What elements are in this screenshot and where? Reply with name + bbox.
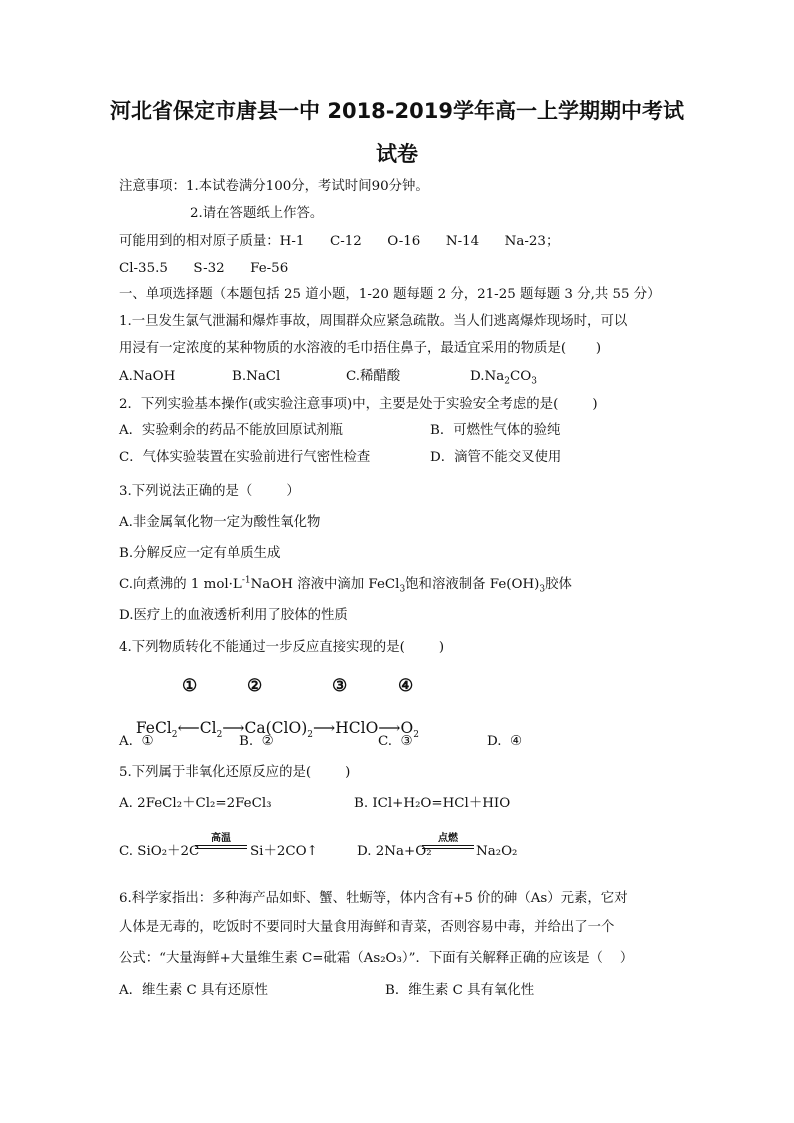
species-ca-clo-2: $Ca(ClO)_2$ xyxy=(244,719,313,741)
q6-option-a: A．维生素 C 具有还原性 xyxy=(119,983,268,998)
q4-option-a: A. ① xyxy=(119,734,154,749)
q6-stem-2: 人体是无毒的，吃饭时不要同时大量食用海鲜和青菜，否则容易中毒，并给出了一个 xyxy=(119,920,615,935)
q5-option-b: B. ICl+H₂O=HCl＋HIO xyxy=(354,796,511,811)
exam-title-line-1: 河北省保定市唐县一中 2018-2019学年高一上学期期中考试 xyxy=(110,99,684,123)
q1-option-c: C.稀醋酸 xyxy=(346,369,401,384)
atomic-mass-line-2: Cl-35.5 S-32 Fe-56 xyxy=(119,261,289,276)
species-cl2: $Cl_2$ xyxy=(199,719,223,741)
exam-title-line-2: 试卷 xyxy=(376,142,418,166)
q1-stem-1: 1.一旦发生氯气泄漏和爆炸事故，周围群众应紧急疏散。当人们逃离爆炸现场时，可以 xyxy=(119,314,628,329)
species-o2: $O_2$ xyxy=(400,719,419,741)
q4-option-c: C. ③ xyxy=(378,734,413,749)
q1-option-a: A.NaOH xyxy=(119,369,176,384)
q2-stem: 2．下列实验基本操作(或实验注意事项)中，主要是处于实验安全考虑的是( ) xyxy=(119,397,598,412)
reaction-marker-1: ① xyxy=(182,676,198,696)
q4-option-d: D. ④ xyxy=(487,734,523,749)
atomic-mass-line-1: 可能用到的相对原子质量：H-1 C-12 O-16 N-14 Na-23； xyxy=(119,234,560,249)
notes-line-1: 注意事项：1.本试卷满分100分，考试时间90分钟。 xyxy=(119,179,429,194)
q1-option-d: $D.Na_2CO_3$ xyxy=(470,369,537,387)
q4-option-b: B. ② xyxy=(239,734,274,749)
q6-stem-1: 6.科学家指出：多种海产品如虾、蟹、牡蛎等，体内含有+5 价的砷（As）元素，它对 xyxy=(119,891,628,906)
q2-option-b: B．可燃性气体的验纯 xyxy=(430,423,561,438)
q5-option-a: A. 2FeCl₂＋Cl₂=2FeCl₃ xyxy=(119,796,272,811)
q3-option-c: C.向煮沸的 1 $mol\cdot L^{-1}NaOH$ 溶液中滴加 FeCl$_3$饱和溶液制备 $Fe(OH)_3$胶体 xyxy=(119,575,572,595)
arrow-right-icon: ⟶ xyxy=(313,719,336,737)
q3-option-a: A.非金属氧化物一定为酸性氧化物 xyxy=(119,515,321,530)
q2-option-d: D．滴管不能交叉使用 xyxy=(430,450,562,465)
q3-option-b: B.分解反应一定有单质生成 xyxy=(119,546,281,561)
reaction-marker-2: ② xyxy=(247,676,263,696)
section-heading: 一、单项选择题（本题包括 25 道小题，1-20 题每题 2 分，21-25 题每题 3 分,共 55 分） xyxy=(119,287,661,302)
reaction-marker-4: ④ xyxy=(398,676,414,696)
q5-option-d-right: Na₂O₂ xyxy=(476,844,518,859)
q2-option-c: C．气体实验装置在实验前进行气密性检查 xyxy=(119,450,371,465)
q6-option-b: B．维生素 C 具有氧化性 xyxy=(385,983,535,998)
q1-stem-2: 用浸有一定浓度的某种物质的水溶液的毛巾捂住鼻子，最适宜采用的物质是( ) xyxy=(119,341,602,356)
q5-option-d-left: D. 2Na+O₂ xyxy=(357,844,432,859)
arrow-right-icon: ⟶ xyxy=(378,719,401,737)
q3-option-d: D.医疗上的血液透析利用了胶体的性质 xyxy=(119,608,348,623)
q5-stem: 5.下列属于非氧化还原反应的是( ) xyxy=(119,765,351,780)
reaction-chain xyxy=(126,701,419,741)
reaction-marker-3: ③ xyxy=(332,676,348,696)
q3-stem: 3.下列说法正确的是（ ） xyxy=(119,484,300,499)
arrow-left-icon: ⟵ xyxy=(177,719,200,737)
species-hclo: HClO xyxy=(335,719,379,737)
q5-option-c-right: Si＋2CO↑ xyxy=(250,844,318,859)
q4-stem: 4.下列物质转化不能通过一步反应直接实现的是( ) xyxy=(119,640,445,655)
condition-ignite: 点燃 xyxy=(422,833,474,849)
q5-option-c-left: C. SiO₂＋2C xyxy=(119,844,200,859)
q1-option-b: B.NaCl xyxy=(232,369,281,384)
notes-line-2: 2.请在答题纸上作答。 xyxy=(190,206,324,221)
q6-stem-3: 公式：“大量海鲜+大量维生素 C=砒霜（As₂O₃）”．下面有关解释正确的应该是（ ） xyxy=(119,951,634,966)
species-fecl2: FeCl$_2$ xyxy=(135,719,178,741)
q2-option-a: A．实验剩余的药品不能放回原试剂瓶 xyxy=(119,423,343,438)
arrow-right-icon: ⟶ xyxy=(222,719,245,737)
condition-high-temp: 高温 xyxy=(195,833,247,849)
